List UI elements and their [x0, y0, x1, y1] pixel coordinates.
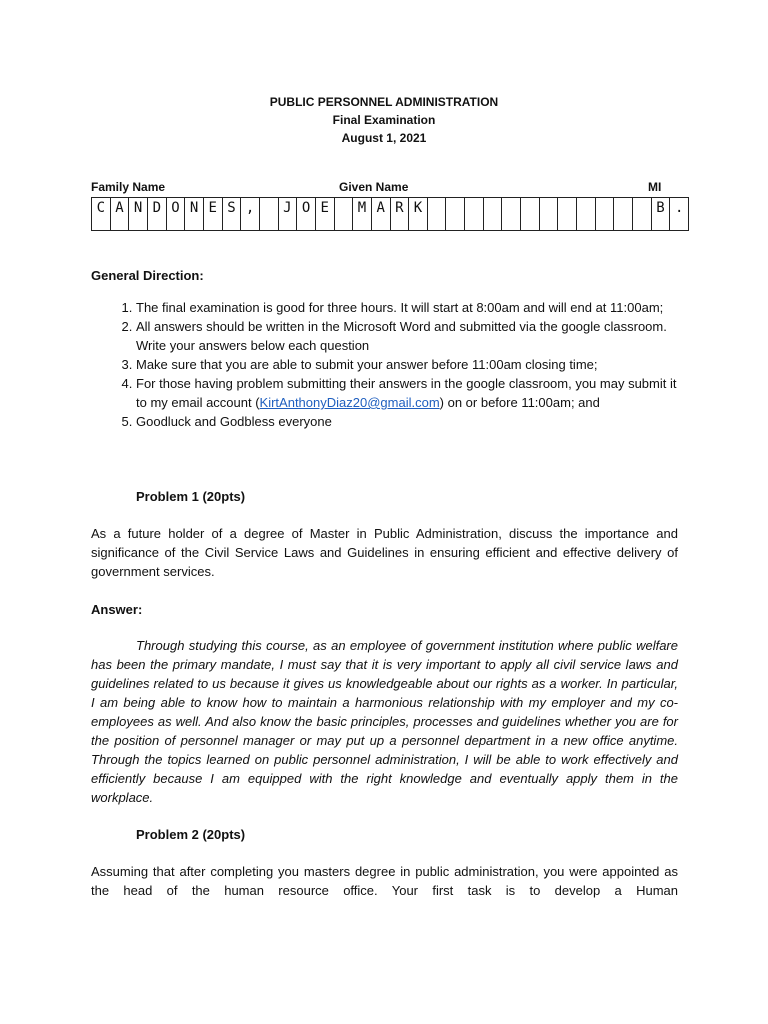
name-letter-box: O	[297, 198, 316, 230]
name-letter-box	[428, 198, 447, 230]
direction-item-text: ) on or before 11:00am; and	[439, 395, 600, 410]
problem1-answer: Through studying this course, as an employee of government institution where public welfare has been the primary mandate, I must say that it is very important to apply all civil service laws and guidelines related to us because it gives us knowledgeable about our rights as a worker. In particular, I am being able to know how to maintain a harmonious relationship with my employer and my co-employees as well. And also know the basic principles, processes and guidelines whether you are for the position of personnel manager or may put up a personnel department in a new office anytime. Through the topics learned on public personnel administration, I will be able to work effectively and efficiently because I am equipped with the right knowledge and eventually apply them in the workplace.	[91, 638, 678, 805]
family-name-label: Family Name	[91, 180, 166, 194]
name-letter-box	[446, 198, 465, 230]
name-letter-box: A	[372, 198, 391, 230]
name-letter-box	[614, 198, 633, 230]
direction-list	[91, 298, 678, 431]
name-letter-box	[521, 198, 540, 230]
name-letter-box	[335, 198, 354, 230]
name-letter-box	[484, 198, 503, 230]
name-letter-box	[260, 198, 279, 230]
name-letter-box	[558, 198, 577, 230]
name-letter-box: B	[652, 198, 671, 230]
exam-title: PUBLIC PERSONNEL ADMINISTRATION	[269, 95, 499, 109]
name-letter-box: ,	[241, 198, 260, 230]
name-letter-box: C	[92, 198, 111, 230]
name-letter-box: N	[129, 198, 148, 230]
name-letter-box: D	[148, 198, 167, 230]
problem2-question: Assuming that after completing you masters degree in public administration, you were appointed as the head of the human resource office. Your first task is to develop a Human	[91, 864, 678, 898]
exam-subtitle: Final Examination	[332, 113, 436, 127]
direction-item: 2. All answers should be written in the Microsoft Word and submitted via the google classroom. Write your answers below each question	[136, 317, 678, 355]
name-letter-box	[465, 198, 484, 230]
name-letter-box	[596, 198, 615, 230]
name-letter-box	[502, 198, 521, 230]
direction-item-text: For those having problem submitting their answers in the google classroom, you may submit it to my email account (	[136, 376, 677, 410]
direction-item	[136, 374, 678, 412]
direction-item: 5. Goodluck and Godbless everyone	[136, 412, 678, 431]
name-letter-box: J	[279, 198, 298, 230]
email-link[interactable]: KirtAnthonyDiaz20@gmail.com	[259, 395, 440, 410]
problem1-question: As a future holder of a degree of Master in Public Administration, discuss the importance and significance of the Civil Service Laws and Guidelines in ensuring efficient and effective delivery of government services.	[91, 526, 678, 579]
direction-item: 1. The final examination is good for three hours. It will start at 8:00am and will end at 11:00am;	[136, 298, 678, 317]
answer-label: Answer:	[91, 602, 143, 617]
given-name-label: Given Name	[339, 180, 409, 194]
name-letter-boxes	[91, 197, 689, 231]
name-letter-box: O	[167, 198, 186, 230]
name-letter-box	[633, 198, 652, 230]
name-letter-box: A	[111, 198, 130, 230]
problem1-heading: Problem 1 (20pts)	[136, 489, 246, 504]
name-letter-box: R	[391, 198, 410, 230]
name-letter-box: M	[353, 198, 372, 230]
name-letter-box: K	[409, 198, 428, 230]
name-letter-box	[540, 198, 559, 230]
name-letter-box: E	[316, 198, 335, 230]
direction-item: 3. Make sure that you are able to submit your answer before 11:00am closing time;	[136, 355, 678, 374]
problem2-heading: Problem 2 (20pts)	[136, 827, 246, 842]
name-letter-box: S	[223, 198, 242, 230]
name-letter-box: N	[185, 198, 204, 230]
general-direction-heading: General Direction:	[91, 268, 204, 283]
name-letter-box: .	[674, 200, 684, 216]
middle-initial-label: MI	[648, 180, 662, 194]
exam-date: August 1, 2021	[341, 131, 427, 145]
name-letter-box	[577, 198, 596, 230]
name-letter-box: E	[204, 198, 223, 230]
